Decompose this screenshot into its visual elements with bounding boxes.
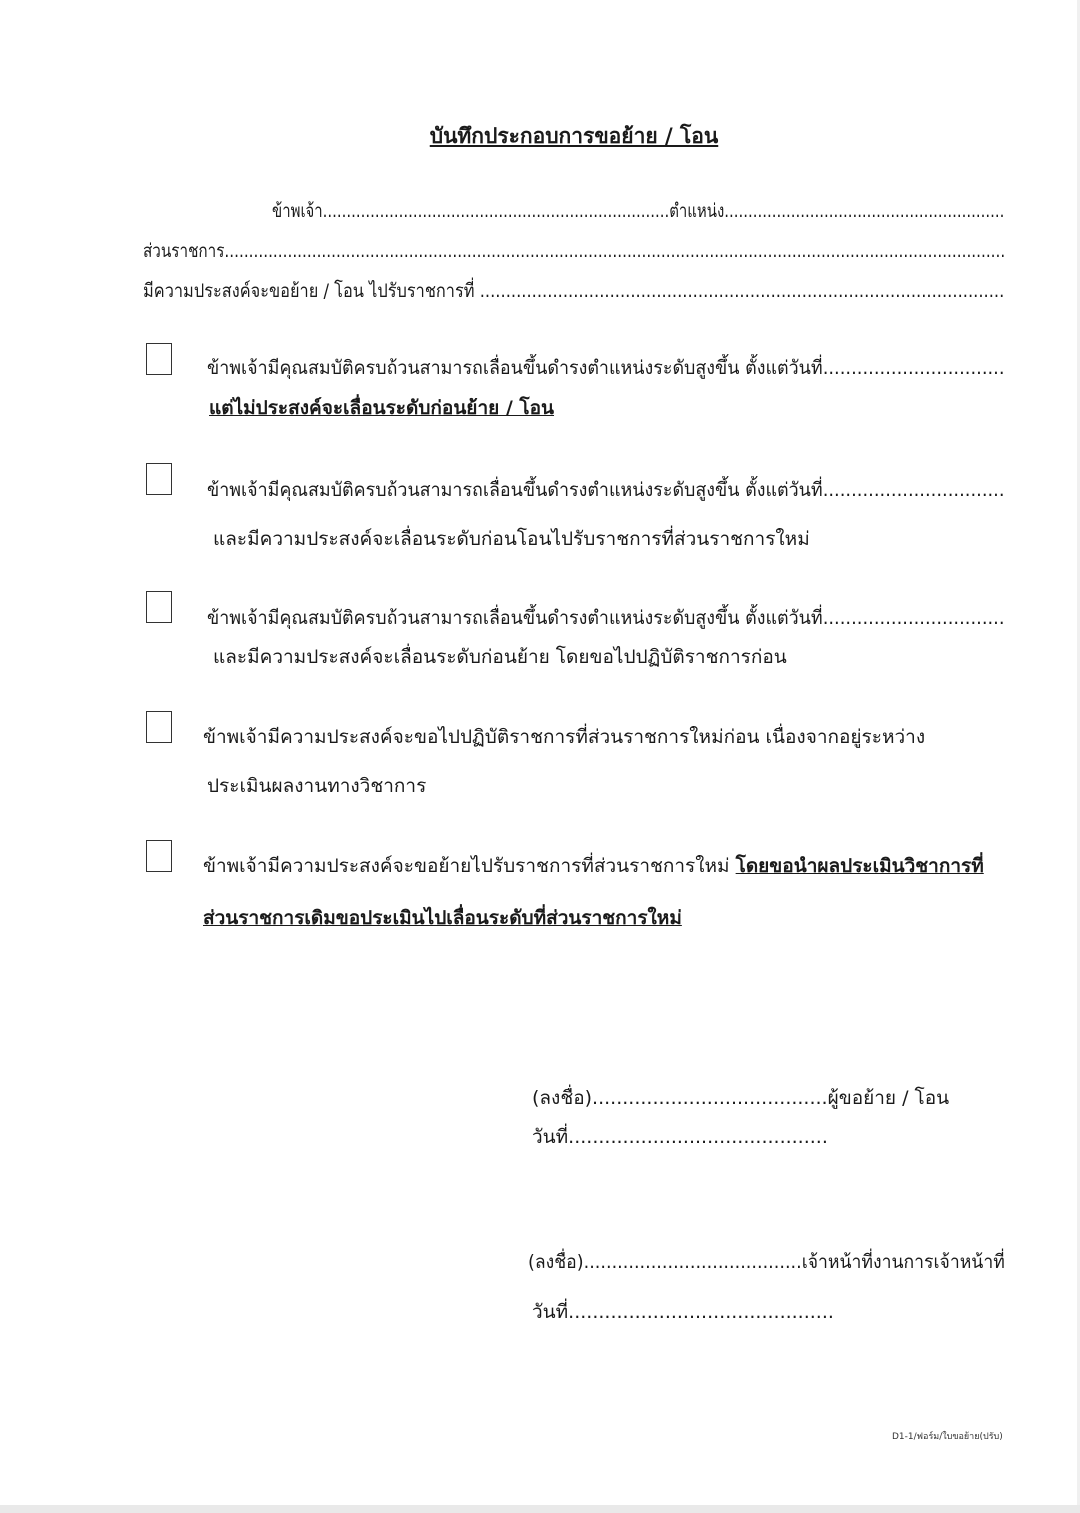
- option-5-line-1: [203, 854, 984, 878]
- option-1-checkbox[interactable]: [146, 343, 172, 375]
- option-2-line-2: และมีความประสงค์จะเลื่อนระดับก่อนโอนไปรับราชการที่ส่วนราชการใหม่: [213, 528, 810, 550]
- officer-date-line: วันที่............................................: [532, 1301, 834, 1323]
- applicant-signature-line: (ลงชื่อ).......................................ผู้ขอย้าย / โอน: [532, 1087, 950, 1109]
- option-3-checkbox[interactable]: [146, 591, 172, 623]
- option-4-checkbox[interactable]: [146, 711, 172, 743]
- option-2-checkbox[interactable]: [146, 463, 172, 495]
- option-4-line-2: ประเมินผลงานทางวิชาการ: [207, 775, 427, 797]
- option-5-line-2: ส่วนราชการเดิมขอประเมินไปเลื่อนระดับที่ส่วนราชการใหม่: [203, 907, 682, 929]
- option-1-line-1: ข้าพเจ้ามีคุณสมบัติครบถ้วนสามารถเลื่อนขึ้นดำรงตำแหน่งระดับสูงขึ้น ตั้งแต่วันที่................................: [207, 357, 1005, 379]
- option-4-line-1: ข้าพเจ้ามีความประสงค์จะขอไปปฏิบัติราชการที่ส่วนราชการใหม่ก่อน เนื่องจากอยู่ระหว่าง: [203, 726, 926, 748]
- purpose-line: มีความประสงค์จะขอย้าย / โอน ไปรับราชการที่ .....................................................................................................: [143, 280, 1005, 302]
- name-position-line: ข้าพเจ้า.........................................................................ตำแหน่ง...........................................................: [272, 200, 1005, 222]
- option-1-line-2: แต่ไม่ประสงค์จะเลื่อนระดับก่อนย้าย / โอน: [209, 397, 555, 419]
- officer-signature-line: (ลงชื่อ).......................................เจ้าหน้าที่งานการเจ้าหน้าที่: [528, 1251, 1005, 1273]
- option-3-line-1: ข้าพเจ้ามีคุณสมบัติครบถ้วนสามารถเลื่อนขึ้นดำรงตำแหน่งระดับสูงขึ้น ตั้งแต่วันที่................................: [207, 607, 1005, 629]
- option-3-line-2: และมีความประสงค์จะเลื่อนระดับก่อนย้าย โดยขอไปปฏิบัติราชการก่อน: [213, 646, 787, 668]
- option-5-checkbox[interactable]: [146, 840, 172, 872]
- form-code: D1-1/ฟอร์ม/ใบขอย้าย(ปรับ): [892, 1432, 1003, 1442]
- page-title: บันทึกประกอบการขอย้าย / โอน: [429, 124, 719, 148]
- option-5-line-1-plain: ข้าพเจ้ามีความประสงค์จะขอย้ายไปรับราชการที่ส่วนราชการใหม่: [203, 855, 736, 877]
- page-bottom-edge: [0, 1505, 1080, 1513]
- applicant-date-line: วันที่...........................................: [532, 1126, 828, 1148]
- option-2-line-1: ข้าพเจ้ามีคุณสมบัติครบถ้วนสามารถเลื่อนขึ้นดำรงตำแหน่งระดับสูงขึ้น ตั้งแต่วันที่................................: [207, 479, 1005, 501]
- option-5-line-1-bold: โดยขอนำผลประเมินวิชาการที่: [735, 855, 984, 877]
- agency-line: ส่วนราชการ.................................................................................................................................................................: [143, 240, 1006, 262]
